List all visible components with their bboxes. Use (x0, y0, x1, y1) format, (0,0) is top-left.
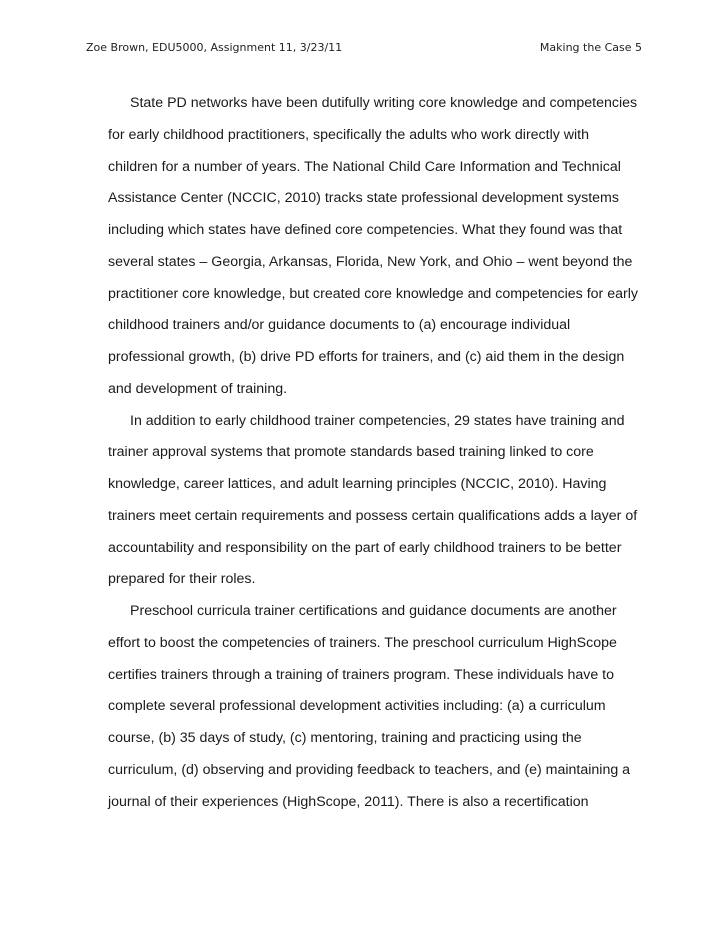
paragraph-3-line-1: Preschool curricula trainer certifications and guidance documents are another (130, 603, 617, 619)
paragraph-1-line-9: professional growth, (b) drive PD efforts for trainers, and (c) aid them in the design (108, 349, 625, 365)
paragraph-1-line-1: State PD networks have been dutifully writing core knowledge and competencies (130, 95, 638, 111)
paragraph-3-line-3: certifies trainers through a training of trainers program. These individuals have to (108, 666, 615, 683)
paragraph-1-line-7: practitioner core knowledge, but created core knowledge and competencies for early (108, 285, 638, 302)
paragraph-1-line-3: children for a number of years. The National Child Care Information and Technical (108, 158, 621, 175)
paragraph-2-line-6: prepared for their roles. (108, 571, 256, 588)
paragraph-3-line-7: journal of their experiences (HighScope, 2011). There is also a recertification (108, 793, 589, 810)
paragraph-1-line-8: childhood trainers and/or guidance documents to (a) encourage individual (108, 317, 571, 334)
paragraph-2-line-3: knowledge, career lattices, and adult learning principles (NCCIC, 2010). Having (108, 476, 607, 492)
paragraph-2-line-1: In addition to early childhood trainer competencies, 29 states have training and (130, 412, 625, 429)
paragraph-1-line-10: and development of training. (108, 380, 288, 397)
paragraph-2-line-4: trainers meet certain requirements and possess certain qualifications adds a layer of (108, 507, 638, 524)
document-body (108, 88, 648, 818)
paragraph-3-line-6: curriculum, (d) observing and providing feedback to teachers, and (e) maintaining a (108, 761, 631, 778)
paragraph-2-line-5: accountability and responsibility on the part of early childhood trainers to be better (108, 539, 622, 556)
paragraph-3-line-5: course, (b) 35 days of study, (c) mentoring, training and practicing using the (108, 730, 582, 746)
paragraph-2-line-2: trainer approval systems that promote standards based training linked to core (108, 444, 594, 461)
paragraph-1-line-5: including which states have defined core competencies. What they found was that (108, 222, 623, 238)
paragraph-3-line-2: effort to boost the competencies of trainers. The preschool curriculum HighScope (108, 634, 617, 651)
header-running-title: Zoe Brown, EDU5000, Assignment 11, 3/23/11 (86, 41, 343, 54)
paragraph-1-line-4: Assistance Center (NCCIC, 2010) tracks state professional development systems (108, 190, 619, 207)
paragraph-1-line-2: for early childhood practitioners, specifically the adults who work directly with (108, 126, 590, 143)
header-page-label: Making the Case 5 (539, 41, 642, 54)
paragraph-3-line-4: complete several professional development activities including: (a) a curriculum (108, 698, 606, 715)
page-header (86, 41, 642, 54)
paragraph-1-line-6: several states – Georgia, Arkansas, Florida, New York, and Ohio – went beyond the (108, 253, 633, 270)
